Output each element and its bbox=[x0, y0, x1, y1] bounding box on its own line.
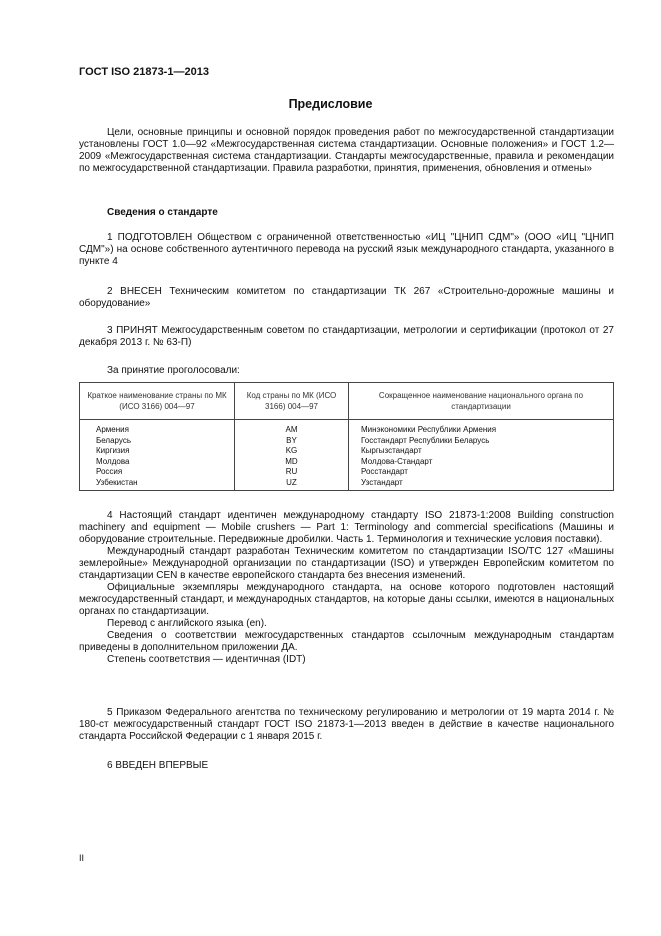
table-row bbox=[80, 436, 614, 447]
body-name: Молдова-Стандарт bbox=[361, 456, 433, 466]
country-name: Молдова bbox=[96, 456, 130, 466]
table-header-code: Код страны по МК (ИСО 3166) 004—97 bbox=[235, 383, 349, 420]
vote-label: За принятие проголосовали: bbox=[107, 365, 240, 376]
item-3-text: 3 ПРИНЯТ Межгосударственным советом по стандартизации, метрологии и сертификации (протокол от 27 декабря 2013 г. № 63-П) bbox=[79, 325, 614, 348]
country-cell bbox=[80, 467, 235, 478]
country-cell bbox=[80, 436, 235, 447]
page-title: Предисловие bbox=[288, 97, 373, 111]
code-cell: AM bbox=[235, 420, 349, 436]
item-5-text: 5 Приказом Федерального агентства по техническому регулированию и метрологии от 19 марта 2014 г. № 180-ст межгосударственный стандарт ГОСТ ISO 21873-1—2013 введен в действие в качестве национального стандарта Российской Федерации с 1 января 2015 г. bbox=[79, 707, 614, 742]
body-name: Госстандарт Республики Беларусь bbox=[361, 435, 490, 445]
item-4-paragraph: 4 Настоящий стандарт идентичен международному стандарту ISO 21873-1:2008 Building construction machinery and equipment — Mobile crushers — Part 1: Terminology and commercial specifications (Машины и оборудование строительные. Передвижные дробилки. Часть 1. Терминология и технические условия поставки). bbox=[79, 510, 614, 545]
country-name: Киргизия bbox=[96, 446, 130, 455]
table-header-country: Краткое наименование страны по МК (ИСО 3166) 004—97 bbox=[80, 383, 235, 420]
country-name: Беларусь bbox=[96, 435, 131, 445]
body-cell bbox=[349, 420, 614, 436]
table-row bbox=[80, 467, 614, 478]
item-5 bbox=[79, 707, 614, 743]
item-3 bbox=[79, 325, 614, 349]
code-cell: RU bbox=[235, 467, 349, 478]
item-4-paragraph: Международный стандарт разработан Техническим комитетом по стандартизации ISO/TC 127 «Машины землеройные» Международной организации по стандартизации (ISO) и утвержден Европейским комитетом по стандартизации CEN в качестве европейского стандарта без внесения изменений. bbox=[79, 546, 614, 581]
body-cell bbox=[349, 457, 614, 468]
body-cell bbox=[349, 446, 614, 457]
item-1-text: 1 ПОДГОТОВЛЕН Обществом с ограниченной ответственностью «ИЦ "ЦНИП СДМ"» (ООО «ИЦ "ЦНИП СДМ"») на основе собственного аутентичного перевода на русский язык международного стандарта, указанного в пункте 4 bbox=[79, 232, 614, 267]
document-header: ГОСТ ISO 21873-1—2013 bbox=[79, 66, 209, 78]
intro-paragraph bbox=[79, 127, 614, 175]
code-cell: BY bbox=[235, 436, 349, 447]
item-4-paragraph: Перевод с английского языка (en). bbox=[107, 618, 267, 629]
item-4-paragraph: Степень соответствия — идентичная (IDT) bbox=[107, 654, 306, 665]
body-name: Кыргызстандарт bbox=[361, 446, 422, 455]
country-name: Узбекистан bbox=[96, 477, 138, 487]
page-number: II bbox=[79, 853, 85, 863]
item-4 bbox=[79, 510, 614, 666]
body-name: Минэкономики Республики Армения bbox=[361, 425, 497, 434]
body-name: Узстандарт bbox=[361, 477, 403, 487]
item-6: 6 ВВЕДЕН ВПЕРВЫЕ bbox=[107, 760, 209, 771]
body-name: Росстандарт bbox=[361, 467, 408, 476]
table-row bbox=[80, 420, 614, 436]
country-cell bbox=[80, 457, 235, 468]
code-cell: KG bbox=[235, 446, 349, 457]
item-4-paragraph: Официальные экземпляры международного стандарта, на основе которого подготовлен настоящий межгосударственный стандарт, и международных стандартов, на которые даны ссылки, имеются в национальных органах по стандартизации. bbox=[79, 582, 614, 617]
table-header-body: Сокращенное наименование национального органа по стандартизации bbox=[349, 383, 614, 420]
code-cell: MD bbox=[235, 457, 349, 468]
item-4-paragraph: Сведения о соответствии межгосударственных стандартов ссылочным международным стандартам приведены в дополнительном приложении ДА. bbox=[79, 630, 614, 653]
voting-table bbox=[79, 382, 614, 491]
item-1 bbox=[79, 232, 614, 268]
table-row bbox=[80, 446, 614, 457]
country-name: Россия bbox=[96, 467, 123, 476]
body-cell bbox=[349, 436, 614, 447]
country-cell bbox=[80, 420, 235, 436]
country-cell bbox=[80, 478, 235, 491]
item-2-text: 2 ВНЕСЕН Техническим комитетом по стандартизации ТК 267 «Строительно-дорожные машины и оборудование» bbox=[79, 286, 614, 309]
body-cell bbox=[349, 478, 614, 491]
country-name: Армения bbox=[96, 425, 129, 434]
table-row bbox=[80, 457, 614, 468]
section-heading: Сведения о стандарте bbox=[107, 207, 218, 218]
item-2 bbox=[79, 286, 614, 310]
table-row bbox=[80, 478, 614, 491]
body-cell bbox=[349, 467, 614, 478]
country-cell bbox=[80, 446, 235, 457]
code-cell: UZ bbox=[235, 478, 349, 491]
table-header-row bbox=[80, 383, 614, 420]
intro-text: Цели, основные принципы и основной порядок проведения работ по межгосударственной стандартизации установлены ГОСТ 1.0—92 «Межгосударственная система стандартизации. Основные положения» и ГОСТ 1.2—2009 «Межгосударственная система стандартизации. Стандарты межгосударственные, правила и рекомендации по межгосударственной стандартизации. Правила разработки, принятия, применения, обновления и отмены» bbox=[79, 127, 614, 174]
